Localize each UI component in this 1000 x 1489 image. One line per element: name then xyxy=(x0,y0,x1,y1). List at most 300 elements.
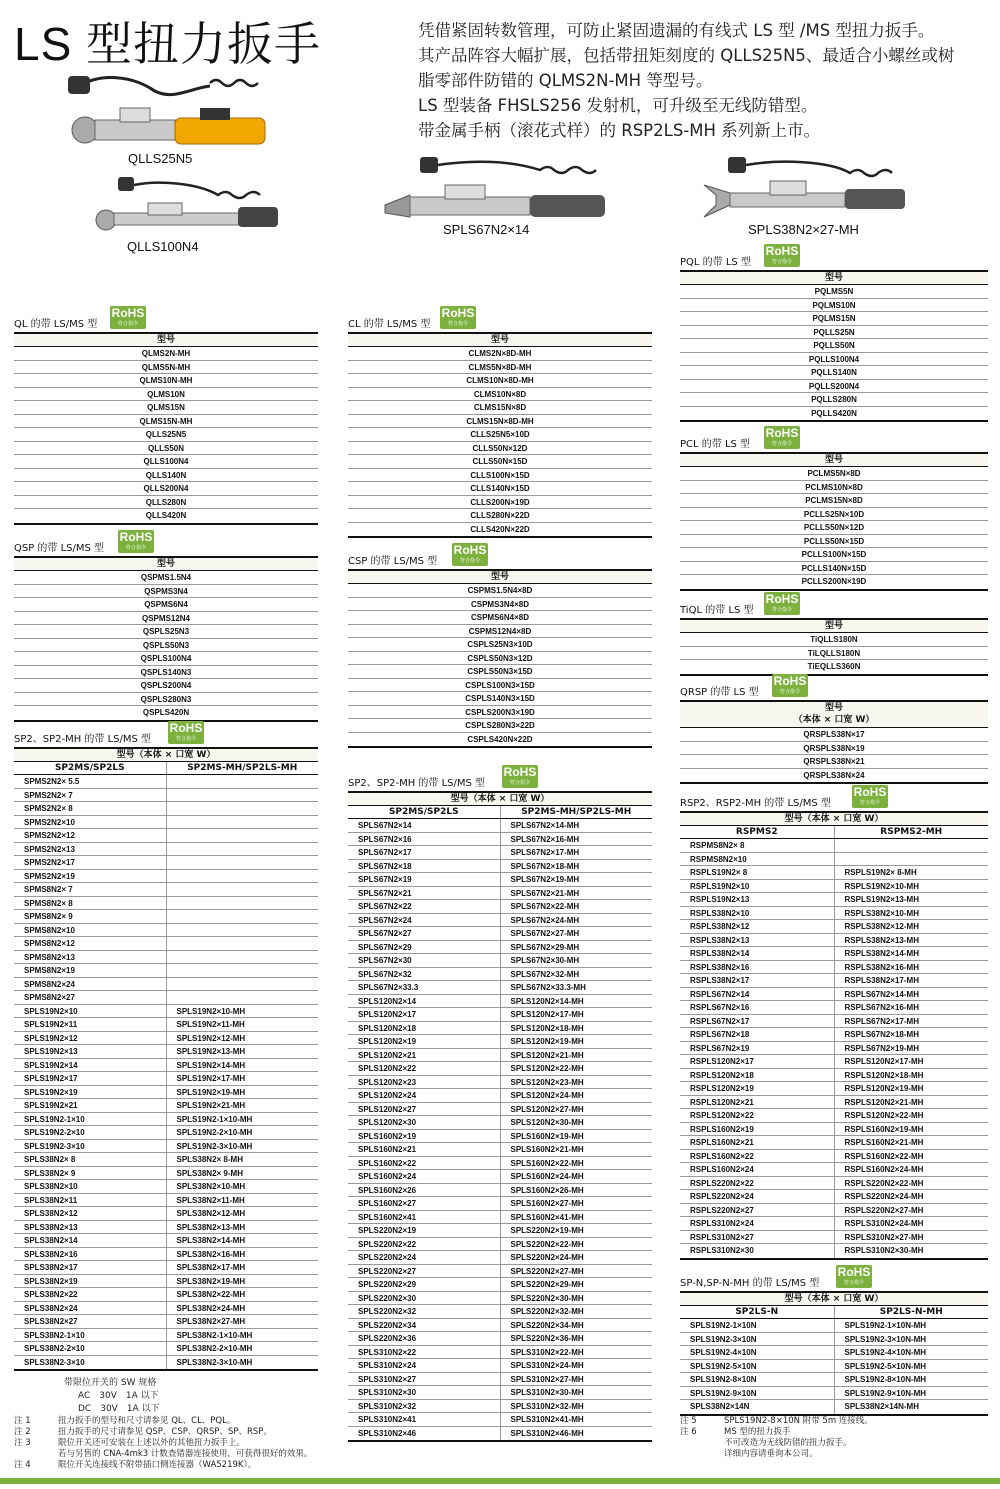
table-row xyxy=(14,1356,318,1370)
table-row xyxy=(680,1015,988,1029)
table-cell: SPLS19N2-4×10N xyxy=(680,1346,835,1359)
table-cell: SPLS38N2×14N xyxy=(680,1400,835,1414)
table-row xyxy=(348,1103,652,1117)
table-cell: SPLS38N2×22-MH xyxy=(176,1290,246,1299)
pql-table-body xyxy=(680,285,988,420)
table-row: QLMS15N-MH xyxy=(14,415,318,429)
section-title: SP2、SP2-MH 的带 LS/MS 型 xyxy=(348,778,486,789)
table-row xyxy=(680,1400,988,1414)
table-cell: RSPLS19N2×10-MH xyxy=(844,881,919,891)
section-title: CL 的带 LS/MS 型 xyxy=(348,319,431,330)
table-cell: RSPLS67N2×16 xyxy=(680,1001,835,1014)
table-cell: RSPLS67N2×18-MH xyxy=(844,1030,919,1039)
table-cell: SPMS8N2× 7 xyxy=(14,883,167,896)
sp2-middle-table-body xyxy=(348,819,652,1440)
table-row: PCLLS100N×15D xyxy=(680,548,988,562)
column-header: 型号（本体 × 口宽 W） xyxy=(14,749,318,762)
table-cell: RSPLS160N2×21-MH xyxy=(844,1138,924,1147)
table-cell: SPLS19N2-3×10N-MH xyxy=(844,1334,927,1344)
table-cell: SPLS38N2-1×10-MH xyxy=(176,1330,253,1340)
table-row xyxy=(14,1207,318,1221)
table-cell: SPLS310N2×22-MH xyxy=(510,1347,584,1357)
table-cell: SPLS120N2×30 xyxy=(348,1116,501,1129)
table-cell: RSPMS8N2×10 xyxy=(680,853,835,866)
note-line: 注 6 MS 型的扭力扳手 xyxy=(680,1427,791,1437)
table-cell: SPLS38N2×14N-MH xyxy=(844,1402,919,1411)
table-row: TiLQLLS180N xyxy=(680,647,988,661)
table-row: QLLS200N4 xyxy=(14,482,318,496)
table-row xyxy=(348,941,652,955)
table-cell: SPLS310N2×27 xyxy=(348,1373,501,1386)
table-cell xyxy=(167,924,319,937)
table-row xyxy=(680,1387,988,1401)
table-cell: SPLS67N2×19-MH xyxy=(510,875,580,884)
table-cell: SPLS38N2×12 xyxy=(14,1207,167,1220)
table-cell: RSPLS310N2×24-MH xyxy=(844,1219,924,1228)
table-row xyxy=(348,1022,652,1036)
table-cell: RSPLS160N2×24-MH xyxy=(844,1165,924,1174)
note-line: 注 3 限位开关还可安装在上述以外的其他扭力扳手上。 xyxy=(14,1438,246,1448)
table-cell: RSPLS67N2×16-MH xyxy=(844,1003,919,1012)
table-row: PQLLS420N xyxy=(811,408,857,418)
qsp-table-body xyxy=(14,571,318,720)
table-cell: SPMS2N2× 5.5 xyxy=(14,775,167,788)
photo-label: SPLS38N2×27-MH xyxy=(748,222,859,237)
table-cell: RSPLS120N2×21 xyxy=(680,1096,835,1109)
table-row xyxy=(14,775,318,789)
table-cell: SPLS310N2×32 xyxy=(348,1400,501,1413)
section-title: RSP2、RSP2-MH 的带 LS/MS 型 xyxy=(680,798,831,809)
table-cell: RSPLS38N2×14-MH xyxy=(844,949,919,958)
section-pql xyxy=(680,242,988,422)
table-cell: SPLS310N2×30 xyxy=(348,1386,501,1399)
table-cell: SPLS38N2×27 xyxy=(14,1315,167,1328)
table-row: PQLLS140N xyxy=(680,366,988,380)
table-cell: SPLS38N2×13 xyxy=(14,1221,167,1234)
table-row: QSPLS280N3 xyxy=(14,693,318,707)
table-cell: RSPLS310N2×27-MH xyxy=(844,1232,924,1242)
table-cell: SPLS120N2×14-MH xyxy=(510,996,584,1006)
table-cell: SPLS120N2×17 xyxy=(348,1008,501,1021)
table-cell: SPMS2N2×17 xyxy=(14,856,167,869)
rohs-badge: RoHS 符合指令 xyxy=(119,530,153,551)
table-row xyxy=(680,1109,988,1123)
table-row xyxy=(14,1221,318,1235)
table-cell: SPLS160N2×27-MH xyxy=(510,1199,584,1208)
table-row xyxy=(348,1143,652,1157)
column-header: 型号（本体 × 口宽 W） xyxy=(680,813,988,826)
table-cell: SPLS38N2×24 xyxy=(14,1302,167,1315)
table-cell: SPLS38N2×24-MH xyxy=(176,1303,246,1313)
table-cell: SPLS19N2×17-MH xyxy=(176,1074,246,1083)
table-cell: SPLS38N2-2×10-MH xyxy=(176,1344,253,1353)
table-cell: SPLS19N2-3×10-MH xyxy=(176,1141,253,1151)
table-row: QSPLS420N xyxy=(142,708,190,717)
table-cell: RSPLS220N2×22 xyxy=(680,1177,835,1190)
column-header: 型号（本体 × 口宽 W） xyxy=(680,1293,988,1306)
table-row xyxy=(680,1360,988,1374)
table-cell: RSPLS220N2×27-MH xyxy=(844,1205,924,1215)
table-row xyxy=(680,934,988,948)
table-row: PQLMS10N xyxy=(680,299,988,313)
table-row xyxy=(680,866,988,880)
table-cell: SPLS38N2× 8-MH xyxy=(176,1155,243,1164)
table-cell xyxy=(167,910,319,923)
table-row: PCLLS25N×10D xyxy=(680,508,988,522)
section-title: QL 的带 LS/MS 型 xyxy=(14,319,98,330)
sw-spec-ac: AC 30V 1A 以下 xyxy=(78,1391,159,1401)
table-row: CSPLS140N3×15D xyxy=(348,692,652,706)
table-cell: RSPLS160N2×19-MH xyxy=(844,1124,924,1134)
table-cell: SPLS38N2×16-MH xyxy=(176,1249,246,1259)
table-row xyxy=(14,1018,318,1032)
table-row xyxy=(14,870,318,884)
table-cell: SPLS310N2×27-MH xyxy=(510,1374,584,1384)
table-cell: SPLS160N2×19-MH xyxy=(510,1131,584,1141)
table-cell: SPLS38N2×13-MH xyxy=(176,1222,246,1232)
table-cell: SPLS160N2×26-MH xyxy=(510,1185,584,1195)
table-row xyxy=(14,1153,318,1167)
table-cell: RSPLS160N2×21 xyxy=(680,1136,835,1149)
table-row xyxy=(680,1082,988,1096)
cl-table-body xyxy=(348,347,652,536)
table-row: CSPMS3N4×8D xyxy=(348,598,652,612)
table-row: QSPLS140N3 xyxy=(14,666,318,680)
table-cell: RSPLS120N2×19-MH xyxy=(844,1084,924,1093)
table-row xyxy=(680,1069,988,1083)
table-row xyxy=(14,1342,318,1356)
column-header: SP2MS/SP2LS xyxy=(14,762,167,774)
table-cell: SPLS19N2-9×10N xyxy=(680,1387,835,1400)
table-cell: SPMS8N2×10 xyxy=(14,924,167,937)
table-cell: SPLS38N2×14-MH xyxy=(176,1236,246,1245)
rohs-badge: RoHS 符合指令 xyxy=(765,592,799,613)
photo-label: QLLS100N4 xyxy=(127,239,199,254)
table-cell xyxy=(167,816,319,829)
table-cell: SPMS2N2×19 xyxy=(14,870,167,883)
table-cell: SPMS8N2× 8 xyxy=(14,897,167,910)
note-line: 注 1 扭力扳手的型号和尺寸请参见 QL、CL、PQL。 xyxy=(14,1416,236,1426)
table-row: CSPMS6N4×8D xyxy=(348,611,652,625)
table-cell: SPLS160N2×26 xyxy=(348,1184,501,1197)
table-row xyxy=(680,988,988,1002)
table-row xyxy=(14,802,318,816)
table-row: QSPLS100N4 xyxy=(14,652,318,666)
table-row xyxy=(680,961,988,975)
table-cell: SPLS67N2×17 xyxy=(348,846,501,859)
table-row xyxy=(680,1333,988,1347)
table-cell: SPLS67N2×21-MH xyxy=(510,888,580,898)
table-cell: RSPLS19N2×13 xyxy=(680,893,835,906)
table-row xyxy=(14,978,318,992)
column-header: 型号 xyxy=(348,571,652,584)
table-cell xyxy=(167,870,319,883)
table-row xyxy=(680,1319,988,1333)
table-cell: SPLS67N2×32 xyxy=(348,968,501,981)
table-cell: RSPLS310N2×30 xyxy=(680,1244,835,1258)
table-cell: SPLS220N2×22-MH xyxy=(510,1239,584,1249)
table-cell: SPLS67N2×19 xyxy=(348,873,501,886)
table-row xyxy=(14,897,318,911)
table-row: CLMS5N×8D-MH xyxy=(348,361,652,375)
table-row: CSPLS100N3×15D xyxy=(348,679,652,693)
table-row xyxy=(14,1167,318,1181)
table-row: QLLS140N xyxy=(14,469,318,483)
table-row: QSPMS1.5N4 xyxy=(14,571,318,585)
table-row xyxy=(348,914,652,928)
table-cell: SPLS38N2×22 xyxy=(14,1288,167,1301)
table-cell xyxy=(167,991,319,1004)
section-title: TiQL 的带 LS 型 xyxy=(680,605,754,616)
table-cell xyxy=(167,775,319,788)
table-cell: SPLS310N2×46 xyxy=(348,1427,501,1441)
table-row xyxy=(348,1049,652,1063)
table-cell: SPLS220N2×22 xyxy=(348,1238,501,1251)
table-cell: SPLS160N2×24-MH xyxy=(510,1172,584,1181)
table-row xyxy=(348,927,652,941)
table-row xyxy=(348,1224,652,1238)
table-row: CSPLS200N3×19D xyxy=(348,706,652,720)
table-row: PCLMS10N×8D xyxy=(680,481,988,495)
column-header: SP2MS-MH/SP2LS-MH xyxy=(521,807,632,817)
table-row xyxy=(348,1211,652,1225)
table-cell: RSPLS38N2×13-MH xyxy=(844,935,919,945)
table-row: QLLS100N4 xyxy=(14,455,318,469)
table-cell: SPLS67N2×22-MH xyxy=(510,902,580,911)
intro-line: 凭借紧固转数管理，可防止紧固遗漏的有线式 LS 型 /MS 型扭力扳手。 xyxy=(418,21,935,40)
table-row xyxy=(680,1150,988,1164)
section-sp2-left xyxy=(14,719,318,1371)
table-row xyxy=(348,900,652,914)
rohs-badge: RoHS 符合指令 xyxy=(453,543,487,564)
table-row xyxy=(680,1136,988,1150)
table-cell: RSPLS120N2×17 xyxy=(680,1055,835,1068)
table-row: PCLMS5N×8D xyxy=(680,467,988,481)
table-row: PCLLS50N×15D xyxy=(680,535,988,549)
table-cell: RSPLS19N2× 8-MH xyxy=(844,868,917,877)
table-cell: SPLS19N2-1×10N-MH xyxy=(844,1321,927,1330)
table-cell: SPMS8N2×13 xyxy=(14,951,167,964)
table-cell: SPLS67N2×32-MH xyxy=(510,969,580,979)
intro-line: 带金属手柄（滚花式样）的 RSP2LS-MH 系列新上市。 xyxy=(418,121,821,140)
table-cell: SPLS19N2-3×10N xyxy=(680,1333,835,1346)
table-cell: SPLS220N2×29-MH xyxy=(510,1280,584,1289)
table-cell: RSPLS120N2×19 xyxy=(680,1082,835,1095)
section-title: SP-N,SP-N-MH 的带 LS/MS 型 xyxy=(680,1278,820,1289)
table-cell: SPLS120N2×18 xyxy=(348,1022,501,1035)
table-row: CLMS15N×8D xyxy=(348,401,652,415)
table-row: CLLS200N×19D xyxy=(348,496,652,510)
table-row: CSPLS50N3×12D xyxy=(348,652,652,666)
section-cl xyxy=(348,304,652,538)
section-title: QRSP 的带 LS 型 xyxy=(680,687,759,698)
table-row xyxy=(348,1305,652,1319)
table-row xyxy=(680,974,988,988)
table-cell: SPLS120N2×24 xyxy=(348,1089,501,1102)
table-cell: SPLS220N2×27-MH xyxy=(510,1266,584,1276)
table-row: QLLS280N xyxy=(14,496,318,510)
column-header: 型号 xyxy=(348,334,652,347)
table-row xyxy=(348,1170,652,1184)
table-row xyxy=(348,1427,652,1441)
table-cell: SPLS160N2×27 xyxy=(348,1197,501,1210)
table-cell xyxy=(167,937,319,950)
table-cell: SPLS67N2×24 xyxy=(348,914,501,927)
table-row xyxy=(348,981,652,995)
table-cell: SPLS220N2×24-MH xyxy=(510,1253,584,1262)
section-title: PCL 的带 LS 型 xyxy=(680,439,751,450)
table-row: QLLS50N xyxy=(14,442,318,456)
table-row: QRSPLS38N×17 xyxy=(680,728,988,742)
spn-table-body xyxy=(680,1319,988,1414)
table-cell: SPLS220N2×36 xyxy=(348,1332,501,1345)
table-cell: SPMS2N2×12 xyxy=(14,829,167,842)
table-row xyxy=(14,1261,318,1275)
rohs-badge: RoHS 符合指令 xyxy=(773,674,807,695)
table-cell: SPLS220N2×27 xyxy=(348,1265,501,1278)
table-cell: SPMS8N2×24 xyxy=(14,978,167,991)
table-cell: SPLS19N2×11-MH xyxy=(176,1020,245,1029)
table-cell: SPLS67N2×24-MH xyxy=(510,915,580,925)
table-cell: RSPLS19N2× 8 xyxy=(680,866,835,879)
table-cell: RSPLS160N2×22 xyxy=(680,1150,835,1163)
table-row xyxy=(680,1231,988,1245)
column-header: SP2LS-N xyxy=(680,1306,835,1318)
table-row xyxy=(14,1315,318,1329)
table-cell: SPLS19N2-4×10N-MH xyxy=(844,1348,927,1357)
table-row: QLMS10N xyxy=(14,388,318,402)
table-row xyxy=(348,954,652,968)
table-row xyxy=(348,1089,652,1103)
table-cell: SPLS120N2×23 xyxy=(348,1076,501,1089)
table-row xyxy=(14,991,318,1005)
table-cell: SPLS67N2×30 xyxy=(348,954,501,967)
table-row: TiEQLLS360N xyxy=(807,662,861,671)
table-cell: SPLS120N2×23-MH xyxy=(510,1077,584,1087)
table-row xyxy=(14,1180,318,1194)
column-header: 型号 xyxy=(680,454,988,467)
table-cell: RSPLS19N2×10 xyxy=(680,880,835,893)
table-cell: SPLS67N2×14 xyxy=(348,819,501,832)
table-cell: RSPLS220N2×27 xyxy=(680,1204,835,1217)
table-row xyxy=(348,1238,652,1252)
column-header: SP2LS-N-MH xyxy=(879,1307,943,1317)
table-cell: RSPLS120N2×18 xyxy=(680,1069,835,1082)
table-cell: SPLS67N2×29-MH xyxy=(510,942,580,952)
table-cell: RSPLS67N2×14-MH xyxy=(844,989,919,999)
table-cell: RSPLS38N2×16 xyxy=(680,961,835,974)
table-row xyxy=(680,1001,988,1015)
table-cell: RSPLS160N2×24 xyxy=(680,1163,835,1176)
table-row xyxy=(348,1386,652,1400)
table-row xyxy=(14,829,318,843)
table-row xyxy=(348,1130,652,1144)
section-title: CSP 的带 LS/MS 型 xyxy=(348,556,438,567)
table-cell: SPLS19N2×21 xyxy=(14,1099,167,1112)
table-cell: SPLS220N2×30 xyxy=(348,1292,501,1305)
table-cell: SPLS310N2×41-MH xyxy=(510,1415,584,1424)
table-row xyxy=(348,887,652,901)
table-row xyxy=(680,1373,988,1387)
table-cell: SPLS19N2×17 xyxy=(14,1072,167,1085)
column-header: SP2MS/SP2LS xyxy=(348,806,501,818)
table-cell: SPLS38N2-1×10 xyxy=(14,1329,167,1342)
table-cell: SPLS220N2×34-MH xyxy=(510,1320,584,1330)
note-line: 注 2 扭力扳手的尺寸请参见 QSP、CSP、QRSP、SP、RSP。 xyxy=(14,1427,272,1437)
section-rsp2 xyxy=(680,783,988,1260)
table-cell: SPLS120N2×22-MH xyxy=(510,1064,584,1073)
column-header-line: （本体 × 口宽 W） xyxy=(793,715,875,725)
table-cell: SPLS120N2×19 xyxy=(348,1035,501,1048)
table-cell: SPLS19N2×10 xyxy=(14,1005,167,1018)
table-row: CLMS10N×8D-MH xyxy=(348,374,652,388)
table-cell: RSPLS38N2×12-MH xyxy=(844,922,919,931)
table-cell: SPLS120N2×19-MH xyxy=(510,1037,584,1046)
table-cell: SPLS160N2×24 xyxy=(348,1170,501,1183)
table-row xyxy=(348,1332,652,1346)
table-cell: SPLS19N2×12-MH xyxy=(176,1033,246,1043)
note-line: 不可改造为无线防错的扭力扳手。 xyxy=(724,1438,852,1448)
table-row xyxy=(14,1045,318,1059)
table-cell: SPLS120N2×18-MH xyxy=(510,1023,584,1033)
table-cell: SPLS120N2×22 xyxy=(348,1062,501,1075)
table-row xyxy=(348,1413,652,1427)
table-cell xyxy=(167,897,319,910)
table-cell: SPLS38N2×19-MH xyxy=(176,1276,246,1286)
table-row xyxy=(14,910,318,924)
table-row xyxy=(14,1302,318,1316)
table-row xyxy=(680,839,988,853)
section-title: QSP 的带 LS/MS 型 xyxy=(14,543,105,554)
table-cell: SPLS19N2×13 xyxy=(14,1045,167,1058)
sw-spec xyxy=(64,1377,160,1416)
table-cell xyxy=(167,802,319,815)
table-row xyxy=(14,1005,318,1019)
table-row xyxy=(14,843,318,857)
table-cell: SPLS19N2-1×10-MH xyxy=(176,1114,253,1124)
table-row: QLMS10N-MH xyxy=(14,374,318,388)
table-cell: SPLS67N2×21 xyxy=(348,887,501,900)
notes-left xyxy=(14,1416,374,1471)
table-cell: SPLS38N2×16 xyxy=(14,1248,167,1261)
table-row: QSPMS6N4 xyxy=(14,598,318,612)
table-row xyxy=(14,1329,318,1343)
table-cell: SPLS160N2×22-MH xyxy=(510,1158,584,1168)
table-cell: SPLS19N2×19-MH xyxy=(176,1087,246,1097)
table-row: CSPMS12N4×8D xyxy=(348,625,652,639)
table-cell: SPLS19N2-8×10N xyxy=(680,1373,835,1386)
section-pcl xyxy=(680,424,988,591)
table-cell: SPLS67N2×27 xyxy=(348,927,501,940)
table-cell: RSPLS67N2×17 xyxy=(680,1015,835,1028)
table-cell: SPLS19N2-1×10 xyxy=(14,1113,167,1126)
rohs-badge: RoHS 符合指令 xyxy=(503,765,537,786)
table-row: QSPLS200N4 xyxy=(14,679,318,693)
wrench-photo-qlls25n5 xyxy=(60,68,275,158)
table-cell: SPLS310N2×24-MH xyxy=(510,1361,584,1370)
table-cell: SPMS2N2×13 xyxy=(14,843,167,856)
table-row xyxy=(348,1197,652,1211)
table-cell: SPLS19N2×14-MH xyxy=(176,1060,246,1070)
table-row: CSPLS25N3×10D xyxy=(348,638,652,652)
page-title: LS 型扭力扳手 xyxy=(14,18,322,70)
table-row xyxy=(348,968,652,982)
column-header: 型号 xyxy=(14,558,318,571)
tiql-table-body xyxy=(680,633,988,674)
table-cell: SPLS220N2×24 xyxy=(348,1251,501,1264)
table-cell: SPLS310N2×22 xyxy=(348,1346,501,1359)
table-cell: RSPLS220N2×24-MH xyxy=(844,1192,924,1201)
